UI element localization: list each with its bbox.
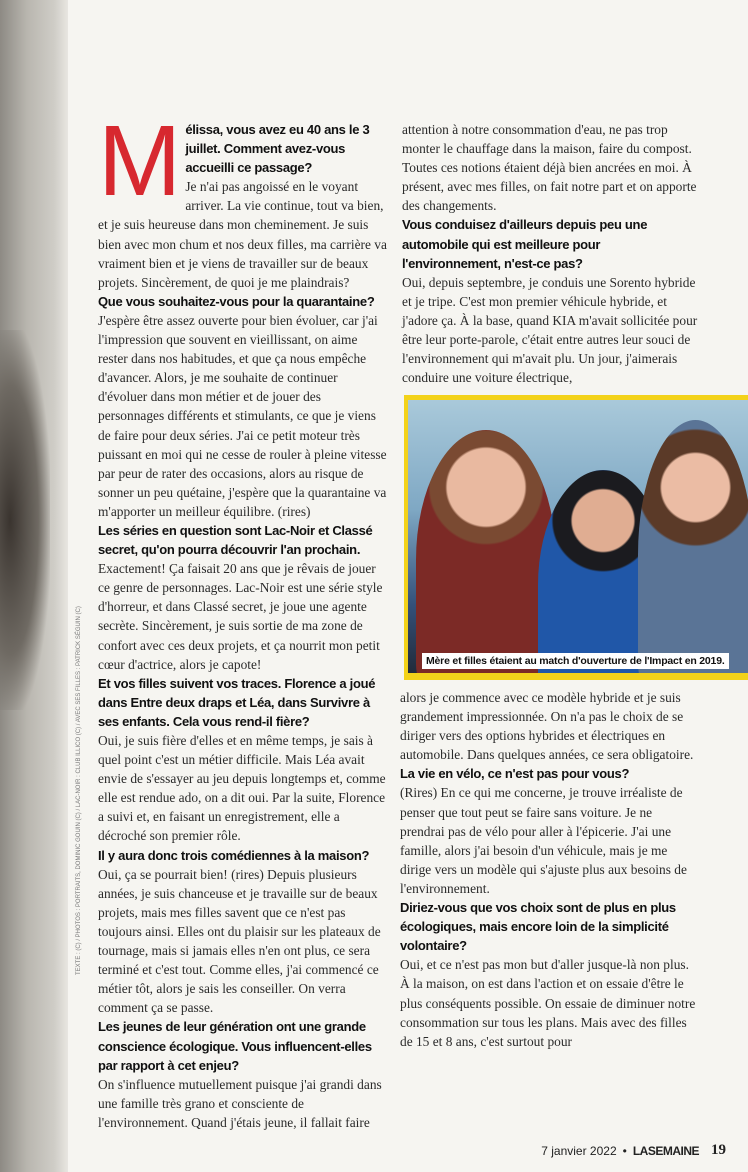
interview-answer: Oui, depuis septembre, je conduis une Sorento hybride et je tripe. C'est mon premier véhicule hybride, et j'adore ça. À la base, quand KIA m'avait sollicitée pour être leur porte-parole, c'était entre autres leur souci de l'environnement qui m'avait plu. Un jour, j'aimerais conduire une voiture électrique, xyxy=(402,274,698,386)
interview-question: Les jeunes de leur génération ont une grande conscience écologique. Vous influencent-elles par rapport à cet enjeu? xyxy=(98,1019,372,1073)
interview-answer: On s'influence mutuellement puisque j'ai grandi dans une famille très grano et consciente de l'environnement. Quand j'étais jeune, il fallait faire xyxy=(98,1076,382,1130)
article-column-3 xyxy=(400,688,700,1051)
issue-date: 7 janvier 2022 xyxy=(541,1143,617,1158)
page-footer xyxy=(541,1142,726,1159)
interview-answer: Oui, ça se pourrait bien! (rires) Depuis plusieurs années, je suis chanceuse et je travaille sur de beaux projets, mais mes filles savent que ce n'est pas toujours ainsi. Elles ont du plaisir sur les plateaux de tournage, mais si jamais elles n'en ont plus, ce sera terminé et c'est tout. Comme elles, j'ai commencé ce métier tôt, alors je sais les conseiller. On verra comment ça se passe. xyxy=(98,866,381,1016)
separator: • xyxy=(622,1143,627,1158)
interview-question: Que vous souhaitez-vous pour la quarantaine? xyxy=(98,293,375,309)
interview-answer: Je n'ai pas angoissé en le voyant arriver. La vie continue, tout va bien, et je suis heureuse dans mon cheminement. Je suis bien avec mon chum et nos deux filles, ma carrière va vraiment bien et je viens de travailler sur de beaux projets. Sincèrement, de quoi je me plaindrais? xyxy=(98,179,387,290)
drop-cap: M xyxy=(98,105,182,217)
photo-caption: Mère et filles étaient au match d'ouverture de l'Impact en 2019. xyxy=(422,653,729,669)
interview-question: élissa, vous avez eu 40 ans le 3 juillet. Comment avez-vous accueilli ce passage? xyxy=(185,122,370,176)
interview-question: Et vos filles suivent vos traces. Florence a joué dans Entre deux draps et Léa, dans Survivre à ses enfants. Cela vous rend-il fière? xyxy=(98,675,376,729)
interview-answer: Oui, je suis fière d'elles et en même temps, je sais à quel point c'est un métier difficile. Mais Léa avait envie de s'essayer au jeu depuis longtemps et, comme elle est rendue ado, on a dit oui. Par la suite, Florence a suivi et, en faisant un enregistrement, elle a décroché son premier rôle. xyxy=(98,733,386,844)
magazine-brand: LASEMAINE xyxy=(632,1143,699,1158)
interview-answer: Exactement! Ça faisait 20 ans que je rêvais de jouer ce genre de personnages. Lac-Noir est une série style d'horreur, et dans Classé secret, je joue une agente secrète. Sincèrement, je suis sortie de ma zone de confort avec ces deux projets, et ça nourrit mon petit cœur d'actrice, alors je capote! xyxy=(98,561,383,672)
interview-question: Vous conduisez d'ailleurs depuis peu une automobile qui est meilleure pour l'environnement, n'est-ce pas? xyxy=(402,217,648,271)
interview-answer: alors je commence avec ce modèle hybride et je suis grandement impressionnée. On n'a pas le choix de se diriger vers des options hybrides et électriques en automobile. Dans quelques années, ce sera obligatoire. xyxy=(400,690,694,763)
interview-question: Il y aura donc trois comédiennes à la maison? xyxy=(98,847,370,863)
interview-answer: J'espère être assez ouverte pour bien évoluer, car j'ai l'impression que souvent en vieillissant, on aime rester dans nos habitudes, et que ça nous empêche d'avancer. Alors, je me souhaite de continuer d'évoluer dans mon métier et de jouer des personnages différents et stimulants, ce que je viens de faire pour deux séries. J'ai ce petit moteur très puissant en moi qui ne cesse de rouler à pleine vitesse par peur de rater des occasions, alors au risque de sonner un peu quétaine, j'espère que la quarantaine va m'apporter un meilleur équilibre. (rires) xyxy=(98,312,387,519)
photo-mother-daughters xyxy=(404,395,748,680)
left-photo-edge xyxy=(0,0,68,1172)
article-column-1 xyxy=(98,105,390,1132)
page-number: 19 xyxy=(711,1142,726,1158)
article-column-2 xyxy=(402,120,702,387)
interview-answer: attention à notre consommation d'eau, ne pas trop monter le chauffage dans la maison, faire du compost. Toutes ces notions étaient déjà bien ancrées en moi. À présent, avec mes filles, on fait notre part et on apporte des changements. xyxy=(402,122,697,214)
interview-question: Diriez-vous que vos choix sont de plus en plus écologiques, mais encore loin de la simplicité volontaire? xyxy=(400,900,676,954)
photo-credit: TEXTE : (C) / PHOTOS : PORTRAITS, DOMINIC GOUIN (C) / LAC-NOIR : CLUB ILLICO (C) / AVEC SES FILLES : PATRICK SÉGUIN (C) xyxy=(76,606,82,975)
interview-question: La vie en vélo, ce n'est pas pour vous? xyxy=(400,766,630,782)
interview-question: Les séries en question sont Lac-Noir et Classé secret, qu'on pourra découvrir l'an prochain. xyxy=(98,522,373,558)
photo-image xyxy=(408,400,748,673)
interview-answer: Oui, et ce n'est pas mon but d'aller jusque-là non plus. À la maison, on est dans l'action et on essaie d'être le plus conséquents possible. On essaie de diminuer notre consommation sur tous les plans. Mais avec des filles de 15 et 8 ans, c'est surtout pour xyxy=(400,957,696,1049)
interview-answer: (Rires) En ce qui me concerne, je trouve irréaliste de penser que tout peut se faire sans voiture. Je ne prendrai pas de vélo pour aller à l'épicerie. J'ai une famille, alors j'ai besoin d'un véhicule, mais je me dirige vers un modèle qui s'ajuste plus aux besoins de l'environnement. xyxy=(400,785,687,896)
